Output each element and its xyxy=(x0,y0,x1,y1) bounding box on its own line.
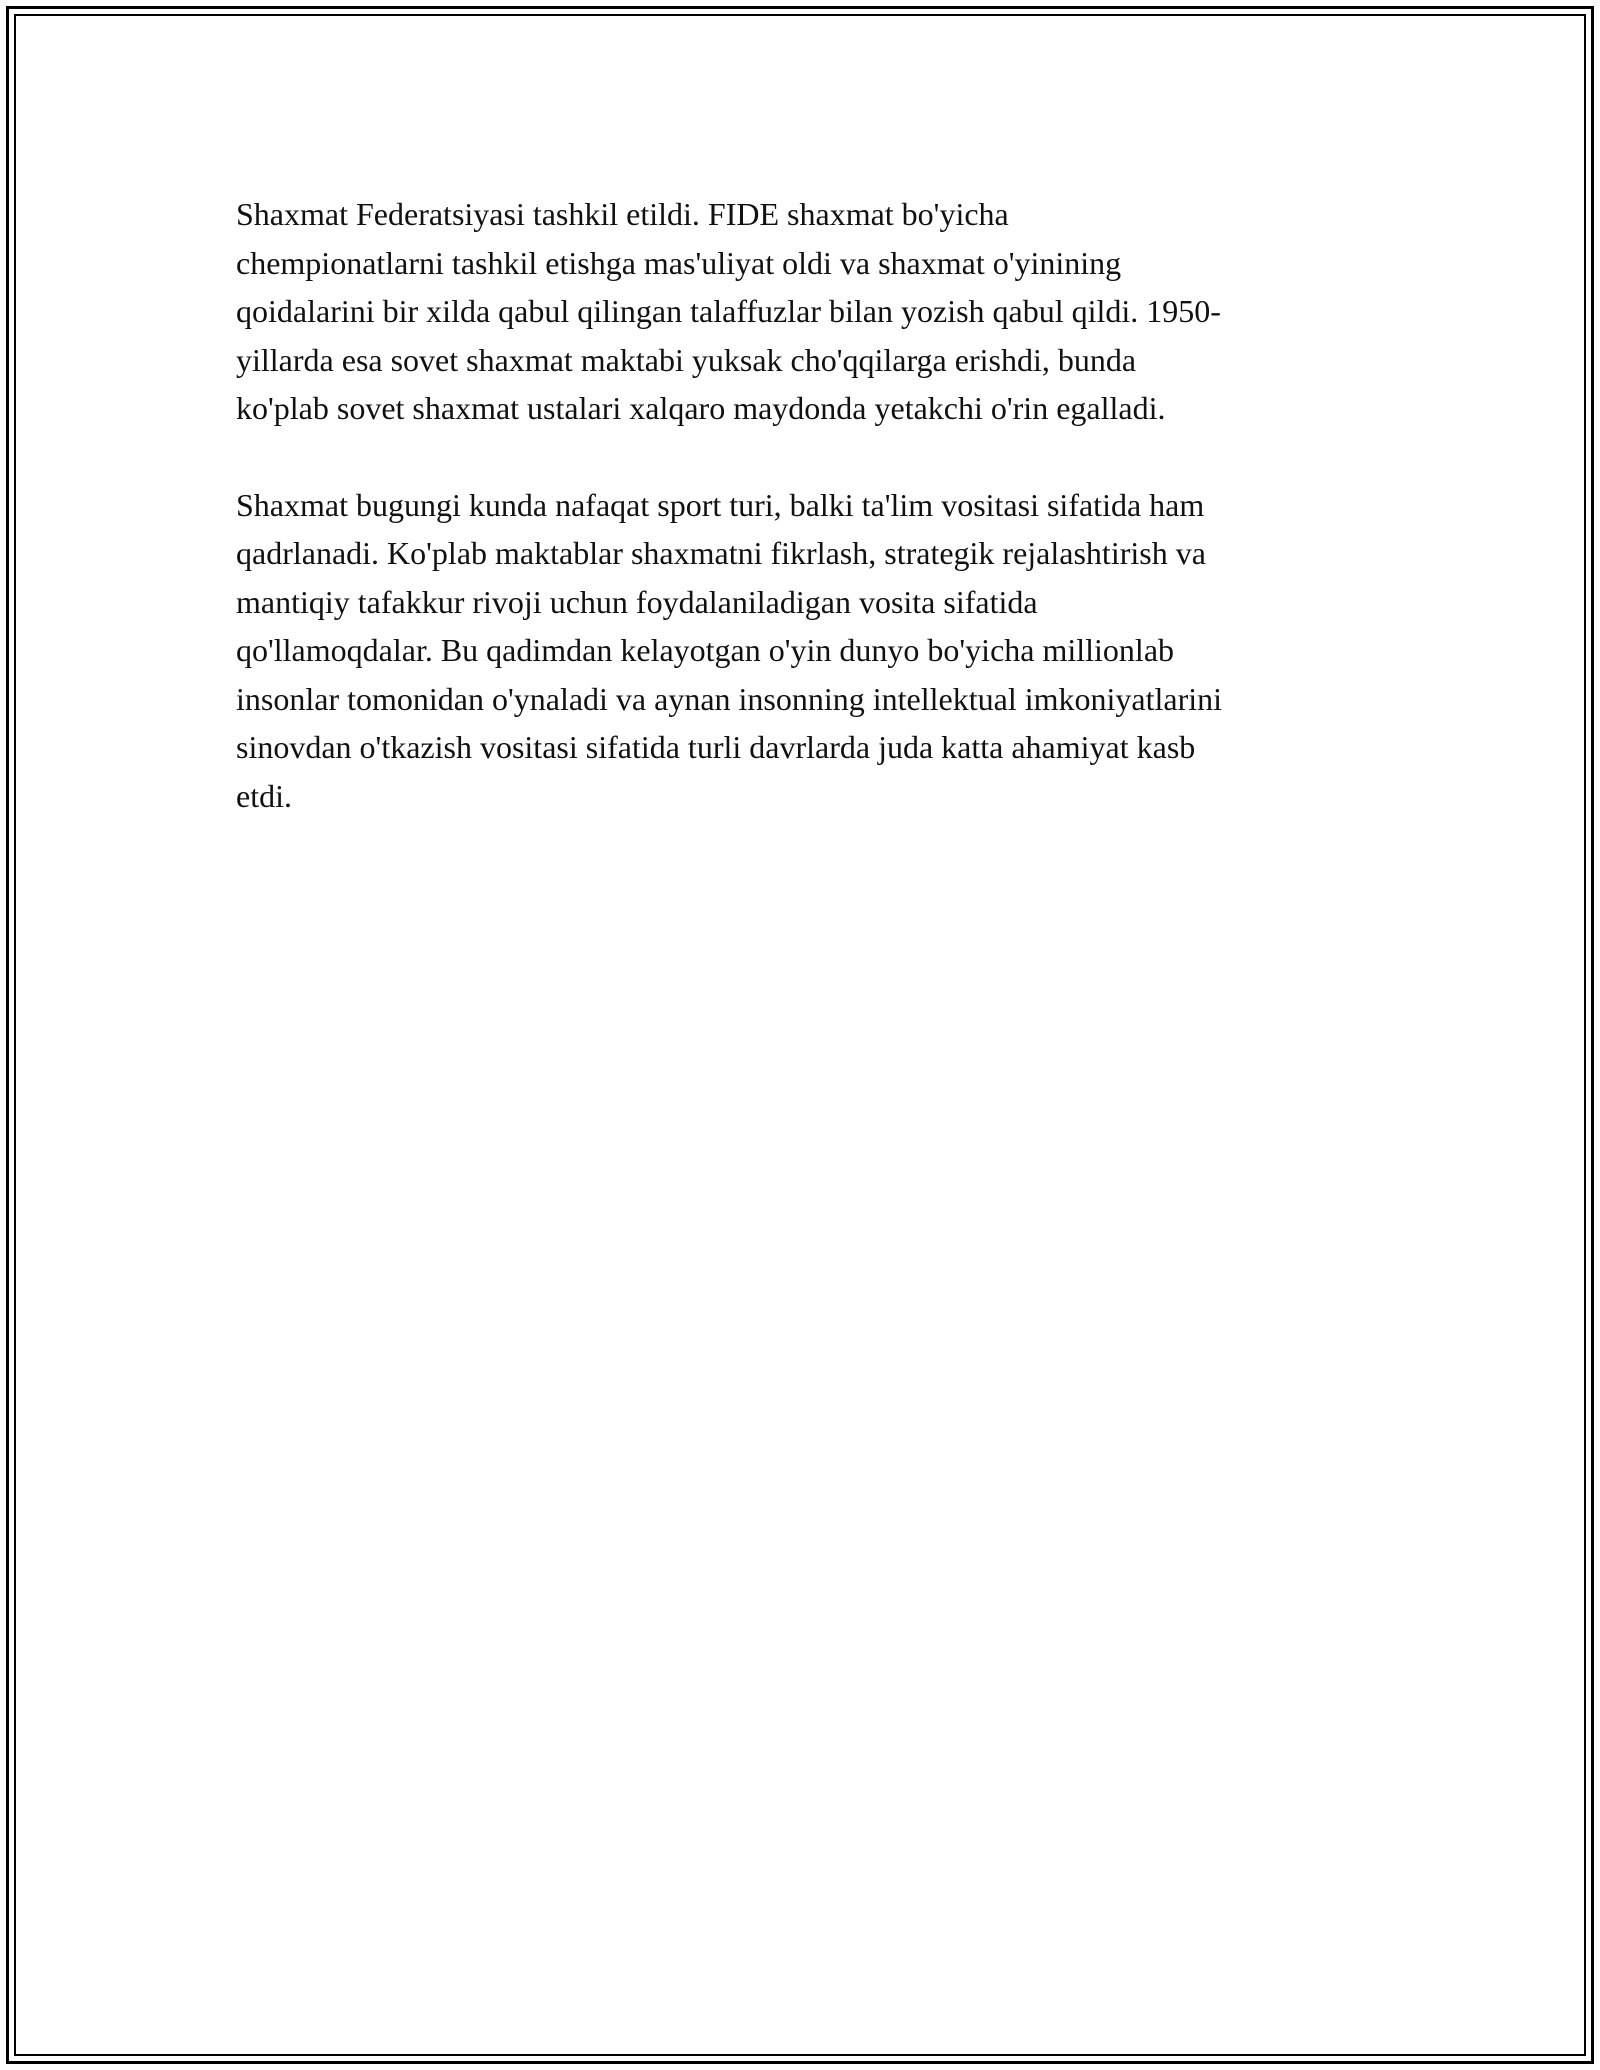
paragraph-line: Shaxmat bugungi kunda nafaqat sport turi, balki ta'lim vositasi sifatida ham xyxy=(236,486,1205,523)
paragraph-2 xyxy=(236,481,1376,821)
paragraph-line: qoidalarini bir xilda qabul qilingan talaffuzlar bilan yozish qabul qildi. 1950- xyxy=(236,293,1221,329)
paragraph-line: qadrlanadi. Ko'plab maktablar shaxmatni fikrlash, strategik rejalashtirish va xyxy=(236,535,1206,571)
paragraph-line: chempionatlarni tashkil etishga mas'uliyat oldi va shaxmat o'yinining xyxy=(236,244,1122,281)
paragraph-line: Shaxmat Federatsiyasi tashkil etildi. FIDE shaxmat bo'yicha xyxy=(236,196,1009,232)
paragraph-line: ko'plab sovet shaxmat ustalari xalqaro maydonda yetakchi o'rin egalladi. xyxy=(236,390,1166,426)
paragraph-line: sinovdan o'tkazish vositasi sifatida turli davrlarda juda katta ahamiyat kasb xyxy=(236,729,1196,765)
paragraph-line: insonlar tomonidan o'ynaladi va aynan insonning intellektual imkoniyatlarini xyxy=(236,680,1223,717)
paragraph-line: qo'llamoqdalar. Bu qadimdan kelayotgan o'yin dunyo bo'yicha millionlab xyxy=(236,632,1175,668)
paragraph-1 xyxy=(236,190,1376,433)
paragraph-line: mantiqiy tafakkur rivoji uchun foydalaniladigan vosita sifatida xyxy=(236,583,1038,620)
paragraph-line: etdi. xyxy=(236,777,292,814)
paragraph-line: yillarda esa sovet shaxmat maktabi yuksak cho'qqilarga erishdi, bunda xyxy=(236,341,1137,378)
document-body xyxy=(236,190,1376,868)
